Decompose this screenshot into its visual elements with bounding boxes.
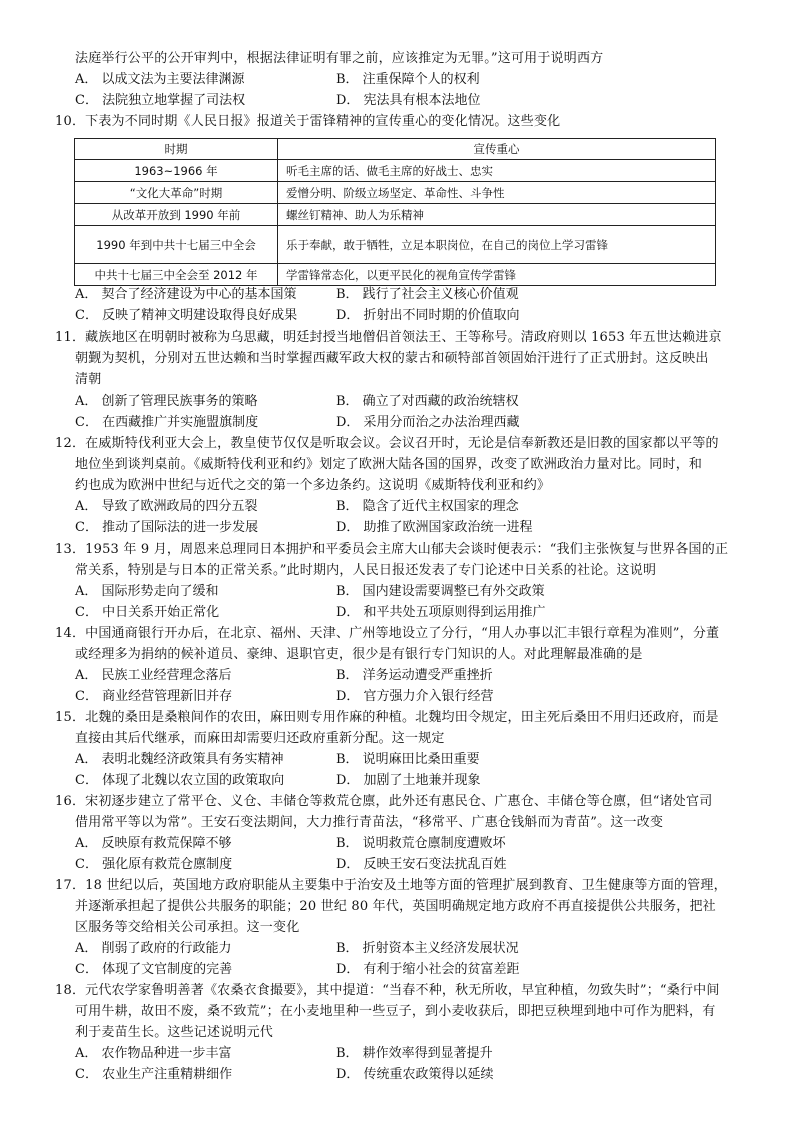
q12-stem-line: 地位坐到谈判桌前。《威斯特伐利亚和约》划定了欧洲大陆各国的国界，改变了欧洲政治力量对比。同时，和: [75, 457, 703, 472]
q13-option-d: D． 和平共处五项原则得到运用推广: [336, 605, 546, 620]
q12-stem-line: 约也成为欧洲中世纪与近代之交的第一个多边条约。这说明《威斯特伐利亚和约》: [75, 478, 551, 493]
q16-option-c: C． 强化原有救荒仓廪制度: [75, 857, 233, 872]
q12-option-c: C． 推动了国际法的进一步发展: [75, 520, 259, 535]
q18-option-a: A． 农作物品种进一步丰富: [75, 1046, 232, 1061]
q18-stem-line: 18．元代农学家鲁明善著《农桑衣食撮要》，其中提道：“当春不种，秋无所收，早宜种植，勿致失时”；“桑行中间: [55, 983, 720, 998]
q16-stem-line: 16．宋初逐步建立了常平仓、义仓、丰储仓等救荒仓廪，此外还有惠民仓、广惠仓、丰储仓等仓廪，但“诸处官司: [55, 794, 713, 809]
q15-stem-line: 直接由其后代继承，而麻田却需要归还政府重新分配。这一规定: [75, 731, 445, 746]
q14-option-c: C． 商业经营管理新旧并存: [75, 689, 233, 704]
table-cell-focus: 学雷锋常态化，以更平民化的视角宣传学雷锋: [278, 264, 716, 286]
q17-option-c: C． 体现了文官制度的完善: [75, 962, 233, 977]
q15-option-a: A． 表明北魏经济政策具有务实精神: [75, 752, 284, 767]
q11-stem-line: 朝觐为契机，分别对五世达赖和当时掌握西藏军政大权的蒙古和硕特部首领固始汗进行了正式册封。这反映出: [75, 351, 709, 366]
q11-option-a: A． 创新了管理民族事务的策略: [75, 394, 258, 409]
table-row: [75, 160, 716, 182]
table-header-focus: 宣传重心: [278, 139, 716, 160]
q9-option-a: A． 以成文法为主要法律渊源: [75, 72, 245, 87]
q13-option-b: B． 国内建设需要调整已有外交政策: [336, 584, 545, 599]
table-row: [75, 264, 716, 286]
q10-option-b: B． 践行了社会主义核心价值观: [336, 287, 519, 302]
table-cell-period: “文化大革命”时期: [75, 182, 278, 204]
q9-option-d: D． 宪法具有根本法地位: [336, 93, 481, 108]
q12-option-a: A． 导致了欧洲政局的四分五裂: [75, 499, 258, 514]
q17-option-d: D． 有利于缩小社会的贫富差距: [336, 962, 520, 977]
q18-option-b: B． 耕作效率得到显著提升: [336, 1046, 493, 1061]
q14-stem-line: 14．中国通商银行开办后，在北京、福州、天津、广州等地设立了分行，“用人办事以汇丰银行章程为准则”，分董: [55, 626, 720, 641]
q18-stem-line: 利于麦苗生长。这些记述说明元代: [75, 1025, 274, 1040]
q15-option-d: D． 加剧了土地兼并现象: [336, 773, 481, 788]
q15-stem-line: 15．北魏的桑田是桑粮间作的农田，麻田则专用作麻的种植。北魏均田令规定，田主死后桑田不用归还政府，而是: [55, 710, 719, 725]
table-header-period: 时期: [75, 139, 278, 160]
q10-option-a: A． 契合了经济建设为中心的基本国策: [75, 287, 297, 302]
q17-option-a: A． 削弱了政府的行政能力: [75, 941, 232, 956]
table-cell-focus: 听毛主席的话、做毛主席的好战士、忠实: [278, 160, 716, 182]
table-cell-focus: 乐于奉献，敢于牺牲，立足本职岗位，在自己的岗位上学习雷锋: [278, 226, 716, 264]
q11-stem-line: 清朝: [75, 372, 102, 387]
q9-option-b: B． 注重保障个人的权利: [336, 72, 480, 87]
q11-option-c: C． 在西藏推广并实施盟旗制度: [75, 415, 259, 430]
table-cell-focus: 爱憎分明、阶级立场坚定、革命性、斗争性: [278, 182, 716, 204]
q10-option-d: D． 折射出不同时期的价值取向: [336, 308, 520, 323]
table-cell-period: 1990 年到中共十七届三中全会: [75, 226, 278, 264]
q10-option-c: C． 反映了精神文明建设取得良好成果: [75, 308, 298, 323]
q11-stem-line: 11．藏族地区在明朝时被称为乌思藏，明廷封授当地僧侣首领法王、王等称号。清政府则以 1653 年五世达赖进京: [55, 330, 722, 345]
table-row: [75, 204, 716, 226]
table-cell-period: 从改革开放到 1990 年前: [75, 204, 278, 226]
q13-stem-line: 13．1953 年 9 月，周恩来总理同日本拥护和平委员会主席大山郁夫会谈时便表示：“我们主张恢复与世界各国的正: [55, 542, 729, 557]
q11-option-b: B． 确立了对西藏的政治统辖权: [336, 394, 519, 409]
q16-option-a: A． 反映原有救荒保障不够: [75, 836, 232, 851]
q16-stem-line: 借用常平等以为常”。王安石变法期间，大力推行青苗法，“移常平、广惠仓钱斛而为青苗”。这一改变: [75, 815, 664, 830]
q17-stem-line: 区服务等交给相关公司承担。这一变化: [75, 920, 300, 935]
q14-option-a: A． 民族工业经营理念落后: [75, 668, 232, 683]
q16-option-b: B． 说明救荒仓廪制度遭败坏: [336, 836, 506, 851]
q9-option-c: C． 法院独立地掌握了司法权: [75, 93, 246, 108]
q14-option-b: B． 洋务运动遭受严重挫折: [336, 668, 493, 683]
q12-stem-line: 12．在威斯特伐利亚大会上，教皇使节仅仅是听取会议。会议召开时，无论是信奉新教还是旧教的国家都以平等的: [55, 436, 719, 451]
q17-stem-line: 并逐渐承担起了提供公共服务的职能；20 世纪 80 年代，英国明确规定地方政府不再直接提供公共服务，把社: [75, 899, 716, 914]
q18-stem-line: 可用牛耕，故田不废，桑不致荒”；在小麦地里种一些豆子，到小麦收获后，即把豆秧埋到地中可作为肥料，有: [75, 1004, 716, 1019]
q12-option-d: D． 助推了欧洲国家政治统一进程: [336, 520, 533, 535]
q18-option-d: D． 传统重农政策得以延续: [336, 1067, 494, 1082]
q15-option-b: B． 说明麻田比桑田重要: [336, 752, 480, 767]
table-row: [75, 182, 716, 204]
q12-option-b: B． 隐含了近代主权国家的理念: [336, 499, 519, 514]
q13-stem-line: 常关系，特别是与日本的正常关系。”此时期内，人民日报还发表了专门论述中日关系的社论。这说明: [75, 563, 657, 578]
q15-option-c: C． 体现了北魏以农立国的政策取向: [75, 773, 285, 788]
q17-option-b: B． 折射资本主义经济发展状况: [336, 941, 519, 956]
q9-stem-continuation: 法庭举行公平的公开审判中，根据法律证明有罪之前，应该推定为无罪。”这可用于说明西方: [75, 51, 604, 66]
q10-stem: 10．下表为不同时期《人民日报》报道关于雷锋精神的宣传重心的变化情况。这些变化: [55, 114, 561, 129]
q13-option-c: C． 中日关系开始正常化: [75, 605, 220, 620]
table-cell-focus: 螺丝钉精神、助人为乐精神: [278, 204, 716, 226]
q18-option-c: C． 农业生产注重精耕细作: [75, 1067, 233, 1082]
q11-option-d: D． 采用分而治之办法治理西藏: [336, 415, 520, 430]
table-row: [75, 226, 716, 264]
q16-option-d: D． 反映王安石变法扰乱百姓: [336, 857, 507, 872]
table-cell-period: 1963~1966 年: [75, 160, 278, 182]
q10-table: [74, 138, 716, 286]
q14-option-d: D． 官方强力介入银行经营: [336, 689, 494, 704]
q17-stem-line: 17．18 世纪以后，英国地方政府职能从主要集中于治安及土地等方面的管理扩展到教育、卫生健康等方面的管理，: [55, 878, 727, 893]
q13-option-a: A． 国际形势走向了缓和: [75, 584, 219, 599]
table-cell-period: 中共十七届三中全会至 2012 年: [75, 264, 278, 286]
q14-stem-line: 或经理多为捐纳的候补道员、豪绅、退职官吏，很少是有银行专门知识的人。对此理解最准确的是: [75, 647, 643, 662]
